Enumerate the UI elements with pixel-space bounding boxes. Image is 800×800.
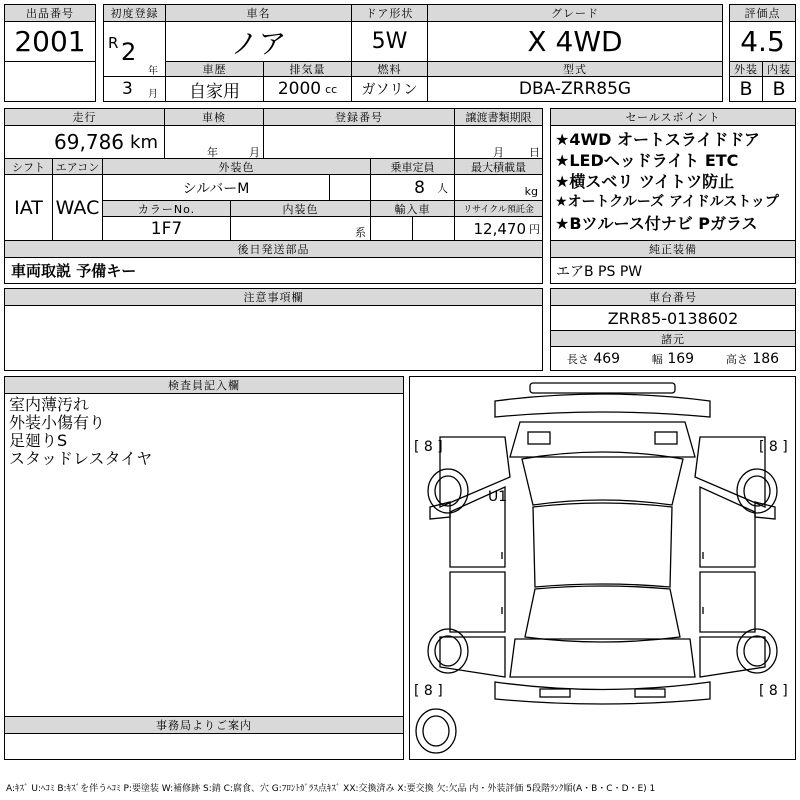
inspector-line: 足廻りS: [9, 431, 68, 450]
ac: WAC: [52, 174, 103, 241]
capacity-cell: [370, 174, 455, 201]
transfer-deadline-label: 譲渡書類期限: [454, 108, 543, 126]
registration-number-cell: [263, 125, 455, 159]
tire-tread-front-left: [ 8 ]: [414, 439, 443, 455]
import-cell-b: [412, 216, 455, 241]
later-parts-label: 後日発送部品: [4, 240, 543, 258]
length: 469: [593, 350, 621, 367]
reg-month-cell: [103, 76, 166, 102]
first-registration-label: 初度登録: [103, 4, 166, 22]
transfer-deadline-cell: [454, 125, 543, 159]
transfer-day-unit: 日: [529, 146, 540, 159]
exterior-grade: B: [729, 76, 763, 102]
interior-color-unit: 系: [355, 226, 366, 239]
grade-label: グレード: [427, 4, 723, 22]
model: DBA-ZRR85G: [427, 76, 723, 102]
exterior-color-label: 外装色: [102, 158, 371, 175]
interior-color-cell: [230, 216, 371, 241]
door-type-label: ドア形状: [351, 4, 428, 22]
tire-tread-front-right: [ 8 ]: [759, 439, 788, 455]
car-name: ノア: [165, 21, 352, 62]
color-no: 1F7: [102, 216, 231, 241]
length-label: 長さ: [566, 352, 589, 366]
notes-area: [4, 305, 543, 371]
equipment-label: 純正装備: [550, 240, 796, 258]
max-load-cell: [454, 174, 543, 201]
damage-mark: U1: [488, 489, 508, 505]
displacement-cell: [263, 76, 352, 102]
cc-unit: cc: [325, 82, 338, 96]
overall-score: 4.5: [729, 21, 796, 62]
inspector-line: 室内薄汚れ: [9, 395, 90, 414]
dims-cell: [550, 346, 796, 371]
shift: IAT: [4, 174, 53, 241]
color-no-label: カラーNo.: [102, 200, 231, 217]
grade: X 4WD: [427, 21, 723, 62]
vehicle-diagram: [409, 376, 796, 760]
history-label: 車歴: [165, 61, 264, 77]
capacity: 8: [414, 177, 425, 198]
displacement: 2000: [277, 79, 322, 99]
fuel-label: 燃料: [351, 61, 428, 77]
history: 自家用: [165, 76, 264, 102]
exterior-color: シルバーM: [102, 174, 330, 201]
mileage-unit: km: [130, 131, 158, 153]
exterior-grade-label: 外装: [729, 61, 763, 77]
era: R: [108, 34, 119, 52]
inspection-year-unit: 年: [207, 146, 218, 159]
sales-point-item: ★4WD オートスライドドア: [555, 130, 760, 149]
model-label: 型式: [427, 61, 723, 77]
interior-color-label: 内装色: [230, 200, 371, 217]
lot-number-label: 出品番号: [4, 4, 96, 22]
interior-grade: B: [762, 76, 796, 102]
office-area: [4, 733, 404, 760]
recycle-fee: 12,470: [473, 219, 526, 238]
height-group: [726, 351, 779, 367]
width-label: 幅: [651, 352, 663, 366]
exterior-color-blank: [329, 174, 371, 201]
inspector-line: 外装小傷有り: [9, 413, 106, 432]
month-unit: 月: [148, 89, 158, 100]
notes-label: 注意事項欄: [4, 288, 543, 306]
chassis-label: 車台番号: [550, 288, 796, 306]
inspection-cell: [164, 125, 264, 159]
inspector-comments: [4, 393, 404, 717]
year-unit: 年: [148, 66, 158, 77]
displacement-label: 排気量: [263, 61, 352, 77]
sales-points-list: [550, 125, 796, 241]
registration-number-label: 登録番号: [263, 108, 455, 126]
mileage-cell: [4, 125, 165, 159]
inspection-label: 車検: [164, 108, 264, 126]
inspector-label: 検査員記入欄: [4, 376, 404, 394]
tire-tread-rear-left: [ 8 ]: [414, 683, 443, 699]
height-label: 高さ: [725, 352, 748, 366]
later-parts: 車両取説 予備キー: [4, 257, 543, 284]
car-outline-icon: [410, 377, 795, 759]
sales-point-item: ★Bツルース付ナビ Pガラス: [555, 214, 758, 233]
interior-grade-label: 内装: [762, 61, 796, 77]
max-load-label: 最大積載量: [454, 158, 543, 175]
door-type: 5W: [351, 21, 428, 62]
sales-points-label: セールスポイント: [550, 108, 796, 126]
inspector-line: スタッドレスタイヤ: [9, 449, 153, 468]
recycle-cell: [454, 216, 543, 241]
sales-point-item: ★オートクルーズ アイドルストップ: [555, 194, 779, 210]
reg-year: 2: [121, 38, 137, 66]
width: 169: [667, 350, 695, 367]
ac-label: エアコン: [52, 158, 103, 175]
transfer-month-unit: 月: [493, 146, 504, 159]
lot-blank-cell: [4, 61, 96, 102]
mileage: 69,786: [54, 130, 125, 154]
mileage-label: 走行: [4, 108, 165, 126]
import-cell-a: [370, 216, 413, 241]
import-label: 輸入車: [370, 200, 455, 217]
reg-month: 3: [122, 79, 133, 99]
width-group: [652, 351, 694, 367]
lot-number: 2001: [4, 21, 96, 62]
recycle-unit: 円: [529, 222, 540, 236]
capacity-label: 乗車定員: [370, 158, 455, 175]
capacity-unit: 人: [437, 181, 448, 195]
score-label: 評価点: [729, 4, 796, 22]
fuel: ガソリン: [351, 76, 428, 102]
shift-label: シフト: [4, 158, 53, 175]
max-load-unit: kg: [524, 185, 538, 198]
equipment: エアB PS PW: [550, 257, 796, 284]
inspection-month-unit: 月: [249, 146, 260, 159]
sales-point-item: ★LEDヘッドライト ETC: [555, 151, 739, 170]
office-label: 事務局よりご案内: [4, 716, 404, 734]
legend-footer: A:ｷｽﾞ U:ﾍｺﾐ B:ｷｽﾞを伴うﾍｺﾐ P:要塗装 W:補修跡 S:錆 C:腐食、穴 G:ﾌﾛﾝﾄｶﾞﾗｽ点ｷｽﾞ XX:交換済み X:要交換 欠:欠品 内・外装評価 5段階ﾗﾝｸ順(A・B・C・D・E) 1: [6, 784, 656, 794]
car-name-label: 車名: [165, 4, 352, 22]
sales-point-item: ★横スベリ ツイトツ防止: [555, 172, 735, 191]
chassis-number: ZRR85-0138602: [550, 305, 796, 331]
height: 186: [752, 350, 780, 367]
tire-tread-rear-right: [ 8 ]: [759, 683, 788, 699]
first-registration-cell: [103, 21, 166, 77]
length-group: [567, 351, 620, 367]
recycle-label: リサイクル預託金: [454, 200, 543, 217]
dims-label: 諸元: [550, 330, 796, 347]
